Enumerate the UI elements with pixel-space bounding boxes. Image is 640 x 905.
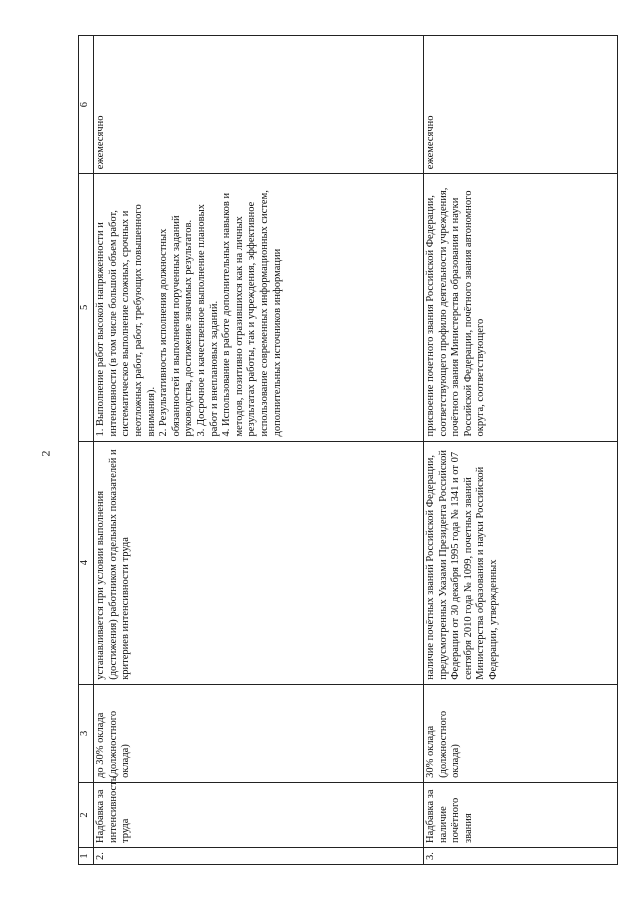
row-number: 3. <box>424 847 618 864</box>
column-header: 4 <box>79 441 94 684</box>
page-number: 2 <box>38 450 53 457</box>
allowance-condition: устанавливается при условии выполнения (достижения) работником отдельных показателей и критериев интенсивности труда <box>94 441 424 684</box>
column-header: 1 <box>79 847 94 864</box>
allowance-amount: 30% оклада (должностного оклада) <box>424 684 618 782</box>
table-row <box>94 36 424 865</box>
row-number: 2. <box>94 847 424 864</box>
allowance-table <box>78 35 618 865</box>
payment-period: ежемесячно <box>94 36 424 174</box>
allowance-condition: наличие почётных званий Российской Федерации, предусмотренных Указами Президента Российской Федерации от 30 декабря 1995 года № 1341 и от 07 сентября 2010 года № 1099, почетных званий Министерства образования и науки Российской Федерации, утвержденных <box>424 441 618 684</box>
column-header: 3 <box>79 684 94 782</box>
header-row <box>79 36 94 865</box>
allowance-amount: до 30% оклада (должностного оклада) <box>94 684 424 782</box>
allowance-name: Надбавка за наличие почётного звания <box>424 782 618 847</box>
table-row <box>424 36 618 865</box>
column-header: 5 <box>79 174 94 441</box>
column-header: 6 <box>79 36 94 174</box>
rotated-table-wrapper <box>78 35 618 865</box>
payment-period: ежемесячно <box>424 36 618 174</box>
allowance-criteria: 1. Выполнение работ высокой напряженности и интенсивности (в том числе большой объем работ, систематическое выполнение сложных, срочных и неотложных работ, работ, требующих повышенного внимания). 2. Результативность исполнения должностных обязанностей и выполнения порученных заданий руководства, достижение значимых результатов. 3. Досрочное и качественное выполнение плановых работ и внеплановых заданий. 4. Использование в работе дополнительных навыков и методов, позитивно отразившихся как на личных результатах работы, так и учреждения, эффективное использование современных информационных систем, дополнительных источников информации <box>94 174 424 441</box>
allowance-criteria: присвоение почетного звания Российской Федерации, соответствующего профилю деятельности учреждения, почётного звания Министерства образования и науки Российской Федерации, почётного звания автономного округа, соответствующего <box>424 174 618 441</box>
column-header: 2 <box>79 782 94 847</box>
allowance-name: Надбавка за интенсивность труда <box>94 782 424 847</box>
